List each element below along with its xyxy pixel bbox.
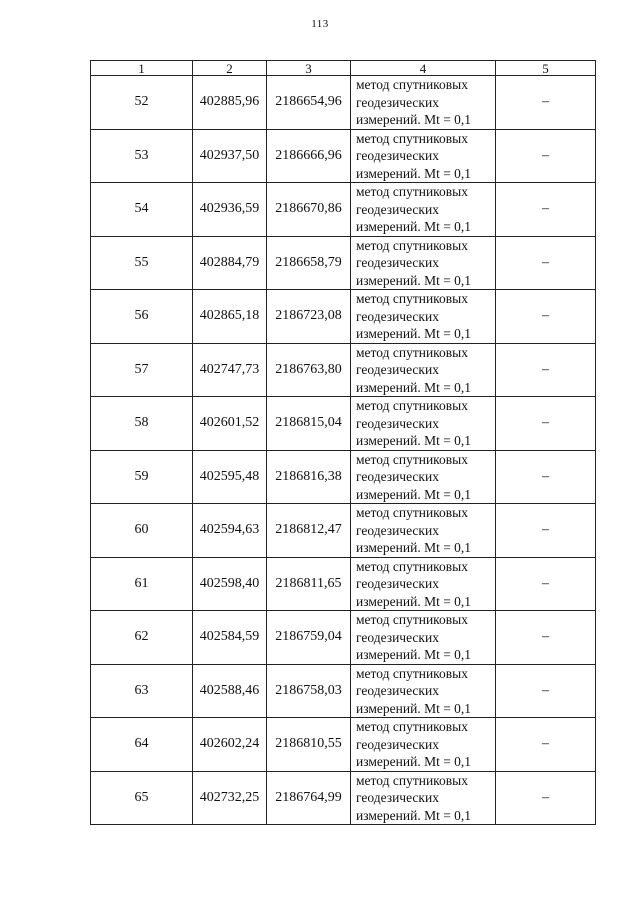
point-number-cell: 55 — [91, 236, 193, 290]
y-coordinate-cell: 2186811,65 — [267, 557, 351, 611]
method-line: измерений. Mt = 0,1 — [356, 593, 472, 609]
point-number-cell: 60 — [91, 504, 193, 558]
table-row — [91, 129, 596, 183]
x-coordinate-cell: 402885,96 — [193, 76, 267, 130]
method-line: геодезических — [356, 736, 439, 752]
y-coordinate-cell: 2186815,04 — [267, 397, 351, 451]
table-row — [91, 771, 596, 825]
note-cell: – — [496, 343, 596, 397]
point-number-cell: 62 — [91, 611, 193, 665]
point-number-cell: 63 — [91, 664, 193, 718]
method-cell — [351, 129, 496, 183]
y-coordinate-cell: 2186758,03 — [267, 664, 351, 718]
method-line: метод спутниковых — [356, 398, 468, 413]
y-coordinate-cell: 2186658,79 — [267, 236, 351, 290]
method-cell — [351, 236, 496, 290]
y-coordinate-cell: 2186759,04 — [267, 611, 351, 665]
method-line: метод спутниковых — [356, 719, 468, 734]
x-coordinate-cell: 402595,48 — [193, 450, 267, 504]
method-line: метод спутниковых — [356, 612, 468, 627]
method-line: метод спутниковых — [356, 344, 468, 360]
x-coordinate-cell: 402936,59 — [193, 183, 267, 237]
method-line: измерений. Mt = 0,1 — [356, 272, 472, 288]
method-line: метод спутниковых — [356, 184, 468, 199]
method-cell — [351, 290, 496, 344]
method-line: метод спутниковых — [356, 130, 468, 146]
point-number-cell: 64 — [91, 718, 193, 772]
method-cell — [351, 718, 496, 772]
x-coordinate-cell: 402598,40 — [193, 557, 267, 611]
header-col-3: 3 — [267, 61, 351, 76]
method-cell — [351, 504, 496, 558]
x-coordinate-cell: 402594,63 — [193, 504, 267, 558]
method-line: метод спутниковых — [356, 291, 468, 306]
x-coordinate-cell: 402865,18 — [193, 290, 267, 344]
y-coordinate-cell: 2186723,08 — [267, 290, 351, 344]
note-cell: – — [496, 664, 596, 718]
method-line: геодезических — [356, 148, 439, 163]
method-cell — [351, 611, 496, 665]
method-line: измерений. Mt = 0,1 — [356, 540, 472, 555]
method-line: измерений. Mt = 0,1 — [356, 219, 472, 234]
table-row — [91, 183, 596, 237]
header-col-5: 5 — [496, 61, 596, 76]
method-line: метод спутниковых — [356, 451, 468, 467]
x-coordinate-cell: 402937,50 — [193, 129, 267, 183]
page-number: 113 — [311, 18, 329, 30]
header-row — [91, 61, 596, 76]
y-coordinate-cell: 2186763,80 — [267, 343, 351, 397]
method-line: метод спутниковых — [356, 558, 468, 574]
table-row — [91, 504, 596, 558]
table-row — [91, 290, 596, 344]
y-coordinate-cell: 2186666,96 — [267, 129, 351, 183]
table-row — [91, 664, 596, 718]
x-coordinate-cell: 402588,46 — [193, 664, 267, 718]
method-line: измерений. Mt = 0,1 — [356, 754, 472, 769]
y-coordinate-cell: 2186654,96 — [267, 76, 351, 130]
table-body — [91, 76, 596, 825]
point-number-cell: 59 — [91, 450, 193, 504]
method-cell — [351, 397, 496, 451]
x-coordinate-cell: 402601,52 — [193, 397, 267, 451]
method-line: геодезических — [356, 308, 439, 324]
note-cell: – — [496, 236, 596, 290]
header-col-4: 4 — [351, 61, 496, 76]
method-line: геодезических — [356, 522, 439, 538]
note-cell: – — [496, 557, 596, 611]
note-cell: – — [496, 504, 596, 558]
method-cell — [351, 76, 496, 130]
table-row — [91, 718, 596, 772]
table-row — [91, 397, 596, 451]
method-line: геодезических — [356, 629, 439, 645]
method-line: измерений. Mt = 0,1 — [356, 807, 472, 823]
method-line: измерений. Mt = 0,1 — [356, 112, 472, 127]
method-line: измерений. Mt = 0,1 — [356, 379, 472, 395]
y-coordinate-cell: 2186670,86 — [267, 183, 351, 237]
note-cell: – — [496, 397, 596, 451]
y-coordinate-cell: 2186816,38 — [267, 450, 351, 504]
point-number-cell: 52 — [91, 76, 193, 130]
point-number-cell: 56 — [91, 290, 193, 344]
method-line: метод спутниковых — [356, 772, 468, 788]
method-cell — [351, 343, 496, 397]
method-line: измерений. Mt = 0,1 — [356, 700, 472, 716]
point-number-cell: 57 — [91, 343, 193, 397]
method-line: метод спутниковых — [356, 505, 468, 520]
x-coordinate-cell: 402602,24 — [193, 718, 267, 772]
note-cell: – — [496, 129, 596, 183]
x-coordinate-cell: 402732,25 — [193, 771, 267, 825]
header-col-2: 2 — [193, 61, 267, 76]
method-cell — [351, 557, 496, 611]
table-header — [91, 61, 596, 76]
x-coordinate-cell: 402584,59 — [193, 611, 267, 665]
method-line: измерений. Mt = 0,1 — [356, 433, 472, 448]
point-number-cell: 65 — [91, 771, 193, 825]
coordinates-table — [90, 60, 596, 825]
point-number-cell: 58 — [91, 397, 193, 451]
note-cell: – — [496, 611, 596, 665]
table-row — [91, 236, 596, 290]
x-coordinate-cell: 402747,73 — [193, 343, 267, 397]
method-line: геодезических — [356, 255, 439, 270]
method-cell — [351, 183, 496, 237]
method-line: метод спутниковых — [356, 237, 468, 253]
method-line: измерений. Mt = 0,1 — [356, 326, 472, 341]
method-line: геодезических — [356, 576, 439, 591]
note-cell: – — [496, 718, 596, 772]
note-cell: – — [496, 183, 596, 237]
x-coordinate-cell: 402884,79 — [193, 236, 267, 290]
method-line: метод спутниковых — [356, 665, 468, 681]
method-line: геодезических — [356, 683, 439, 698]
table-row — [91, 76, 596, 130]
table-row — [91, 343, 596, 397]
note-cell: – — [496, 290, 596, 344]
method-line: измерений. Mt = 0,1 — [356, 647, 472, 662]
table-row — [91, 450, 596, 504]
table-row — [91, 557, 596, 611]
point-number-cell: 53 — [91, 129, 193, 183]
method-cell — [351, 771, 496, 825]
note-cell: – — [496, 450, 596, 504]
method-line: метод спутниковых — [356, 77, 468, 92]
y-coordinate-cell: 2186764,99 — [267, 771, 351, 825]
method-line: измерений. Mt = 0,1 — [356, 165, 472, 181]
method-line: геодезических — [356, 94, 439, 110]
point-number-cell: 61 — [91, 557, 193, 611]
method-line: геодезических — [356, 790, 439, 805]
method-cell — [351, 450, 496, 504]
note-cell: – — [496, 76, 596, 130]
note-cell: – — [496, 771, 596, 825]
method-line: геодезических — [356, 469, 439, 484]
point-number-cell: 54 — [91, 183, 193, 237]
method-line: измерений. Mt = 0,1 — [356, 486, 472, 502]
header-col-1: 1 — [91, 61, 193, 76]
method-line: геодезических — [356, 362, 439, 377]
method-line: геодезических — [356, 415, 439, 431]
table-row — [91, 611, 596, 665]
method-cell — [351, 664, 496, 718]
y-coordinate-cell: 2186812,47 — [267, 504, 351, 558]
y-coordinate-cell: 2186810,55 — [267, 718, 351, 772]
method-line: геодезических — [356, 201, 439, 217]
